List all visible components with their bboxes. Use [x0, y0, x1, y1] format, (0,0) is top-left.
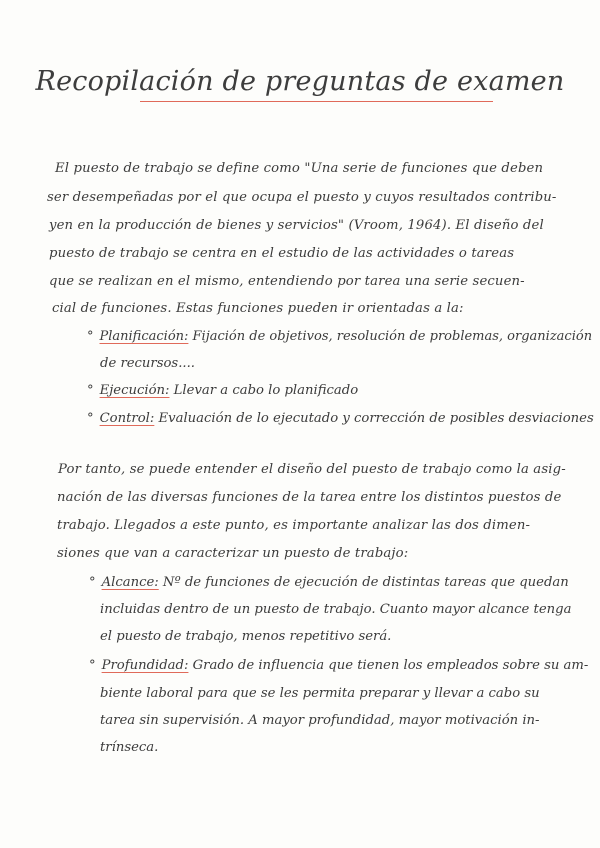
bullet-dot: ° [87, 329, 94, 344]
bullet-dot: ° [87, 383, 94, 398]
bullet-planificacion [87, 329, 592, 344]
bullet-continuation: tarea sin supervisión. A mayor profundidad, mayor motivación in- [100, 713, 540, 728]
bullet-continuation: el puesto de trabajo, menos repetitivo será. [100, 629, 392, 644]
paragraph-1-line: que se realizan en el mismo, entendiendo por tarea una serie secuen- [49, 274, 525, 289]
title-underline [140, 101, 493, 102]
bullet-profundidad [89, 658, 588, 673]
bullet-continuation: de recursos.... [100, 356, 195, 371]
bullet-term: Ejecución: [99, 383, 170, 398]
paragraph-1-line: yen en la producción de bienes y servicios" (Vroom, 1964). El diseño del [49, 218, 544, 233]
bullet-ejecucion [87, 383, 358, 398]
bullet-term: Planificación: [99, 329, 189, 344]
bullet-text: Llevar a cabo lo planificado [169, 383, 359, 398]
bullet-term: Profundidad: [101, 658, 189, 673]
paragraph-2-line: trabajo. Llegados a este punto, es importante analizar las dos dimen- [57, 518, 531, 533]
bullet-continuation: incluidas dentro de un puesto de trabajo. Cuanto mayor alcance tenga [100, 602, 572, 617]
paragraph-1-line: puesto de trabajo se centra en el estudio de las actividades o tareas [49, 246, 515, 261]
bullet-dot: ° [89, 658, 96, 673]
bullet-term: Alcance: [101, 575, 159, 590]
paragraph-2-line: nación de las diversas funciones de la tarea entre los distintos puestos de [57, 490, 562, 505]
bullet-dot: ° [87, 411, 94, 426]
paragraph-2-line: Por tanto, se puede entender el diseño del puesto de trabajo como la asig- [58, 462, 566, 477]
bullet-continuation: trínseca. [100, 740, 159, 755]
paragraph-1-line: ser desempeñadas por el que ocupa el puesto y cuyos resultados contribu- [47, 190, 557, 205]
bullet-text: Evaluación de lo ejecutado y corrección de posibles desviaciones [154, 411, 594, 426]
bullet-text: Fijación de objetivos, resolución de problemas, organización [188, 329, 593, 344]
bullet-control [87, 411, 594, 426]
bullet-term: Control: [99, 411, 155, 426]
bullet-text: Nº de funciones de ejecución de distintas tareas que quedan [158, 575, 569, 590]
paragraph-1-line: El puesto de trabajo se define como "Una serie de funciones que deben [55, 161, 544, 176]
paragraph-2-line: siones que van a caracterizar un puesto de trabajo: [57, 546, 409, 561]
page-title: Recopilación de preguntas de examen [35, 66, 565, 97]
bullet-continuation: biente laboral para que se les permita preparar y llevar a cabo su [100, 686, 540, 701]
bullet-text: Grado de influencia que tienen los empleados sobre su am- [188, 658, 589, 673]
paragraph-1-line: cial de funciones. Estas funciones pueden ir orientadas a la: [52, 301, 464, 316]
bullet-alcance [89, 575, 569, 590]
bullet-dot: ° [89, 575, 96, 590]
